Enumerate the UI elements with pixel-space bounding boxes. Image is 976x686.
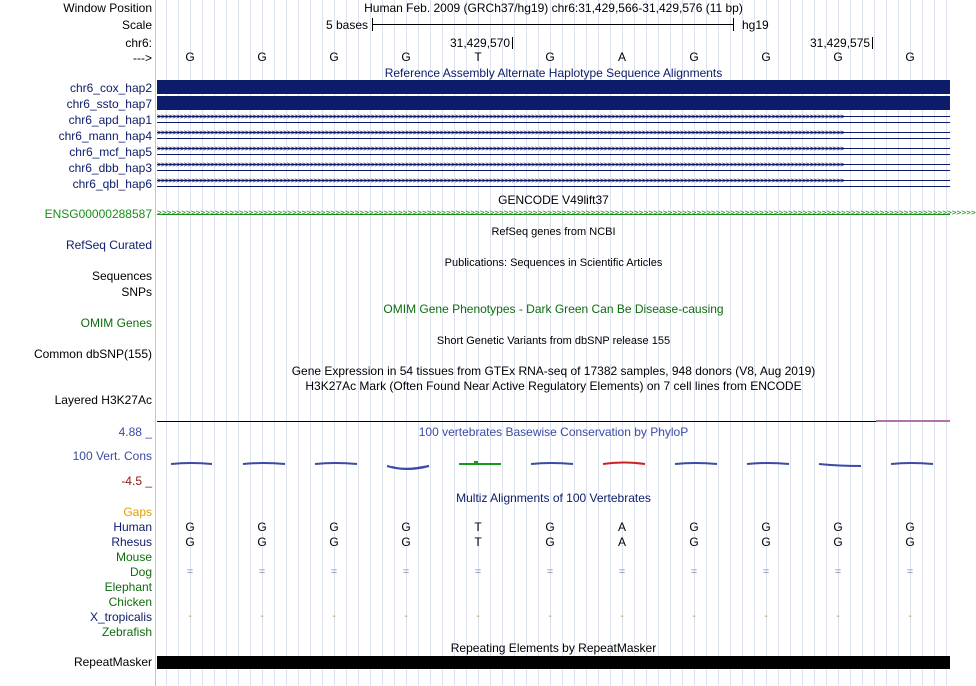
refseq-curated-label[interactable]: RefSeq Curated [65, 238, 152, 252]
aligned-base: T [474, 520, 482, 534]
aligned-base: G [329, 535, 339, 549]
strand-chevrons: >>>>>>>>>>>>>>>>>>>>>>>>>>>>>>>>>>>>>>>>>>>>>>>>>>>>>>>>>>>>>>>>>>>>>>>>>>>>>>>>>>>>>>>>>>>>>>>>>>>>>>>>>>>>>>>>>>>>>>>>>>>>>>>>>>>>>>>>>>>>>>>>>>>>>>>>>>>>>>>>>>>>>>>>>>>>>>>>>>>> [157, 128, 844, 137]
aligned-base: - [548, 611, 552, 622]
phylop-track-label[interactable]: 100 Vert. Cons [72, 449, 152, 463]
aligned-base: = [690, 566, 698, 578]
haplotype-label[interactable]: chr6_mcf_hap5 [69, 145, 152, 159]
label-column-divider [155, 0, 156, 686]
aligned-base: G [545, 535, 555, 549]
species-label[interactable]: X_tropicalis [89, 610, 152, 624]
species-label[interactable]: Elephant [104, 580, 152, 594]
snps-label[interactable]: SNPs [121, 285, 152, 299]
reference-base: G [401, 50, 411, 64]
aligned-base: = [474, 566, 482, 578]
haplotype-label[interactable]: chr6_dbb_hap3 [68, 161, 152, 175]
aligned-base: - [620, 611, 624, 622]
repeatmasker-track-title[interactable]: Repeating Elements by RepeatMasker [450, 641, 657, 655]
publications-track-title[interactable]: Publications: Sequences in Scientific Articles [444, 257, 663, 269]
haplotype-label[interactable]: chr6_cox_hap2 [69, 81, 152, 95]
strand-chevrons: >>>>>>>>>>>>>>>>>>>>>>>>>>>>>>>>>>>>>>>>>>>>>>>>>>>>>>>>>>>>>>>>>>>>>>>>>>>>>>>>>>>>>>>>>>>>>>>>>>>>>>>>>>>>>>>>>>>>>>>>>>>>>>>>>>>>>>>>>>>>>>>>>>>>>>>>>>>>>>>>>>>>>>>>>>>>>>>>>>>> [157, 160, 844, 169]
aligned-base: G [185, 520, 195, 534]
aligned-base: G [833, 520, 843, 534]
hap-alignment-line[interactable] [157, 176, 950, 187]
h3k27ac-baseline [157, 421, 950, 422]
common-dbsnp-label[interactable]: Common dbSNP(155) [33, 347, 152, 361]
omim-track-title[interactable]: OMIM Gene Phenotypes - Dark Green Can Be Disease-causing [383, 302, 724, 316]
omim-genes-label[interactable]: OMIM Genes [80, 316, 152, 330]
window-position-label: Window Position [63, 1, 152, 15]
gencode-track-title[interactable]: GENCODE V49lift37 [498, 193, 609, 207]
species-label[interactable]: Chicken [108, 595, 152, 609]
hap-bar-ssto[interactable] [157, 96, 950, 110]
species-label[interactable]: Zebrafish [101, 625, 152, 639]
aligned-base: G [905, 520, 915, 534]
aligned-base: G [401, 520, 411, 534]
coordinate-tick-2: 31,429,575 [810, 36, 873, 50]
alt-haplotype-track-title[interactable]: Reference Assembly Alternate Haplotype Sequence Alignments [384, 66, 723, 80]
aligned-base: - [836, 611, 840, 622]
refseq-track-title[interactable]: RefSeq genes from NCBI [491, 226, 616, 238]
coordinate-tick-1: 31,429,570 [450, 36, 513, 50]
hap-alignment-line[interactable] [157, 128, 950, 139]
aligned-base: = [762, 566, 770, 578]
aligned-base: - [404, 611, 408, 622]
species-label[interactable]: Dog [129, 565, 152, 579]
phylop-conservation-graph[interactable] [157, 455, 950, 475]
aligned-base: - [188, 611, 192, 622]
multiz-track-title[interactable]: Multiz Alignments of 100 Vertebrates [456, 491, 651, 505]
haplotype-label[interactable]: chr6_apd_hap1 [68, 113, 152, 127]
aligned-base: - [692, 611, 696, 622]
phylop-min-label: -4.5 _ [121, 474, 152, 488]
aligned-base: T [474, 535, 482, 549]
aligned-base: - [260, 611, 264, 622]
aligned-base: - [332, 611, 336, 622]
aligned-base: G [185, 535, 195, 549]
aligned-base: = [330, 566, 338, 578]
aligned-base: A [617, 535, 626, 549]
aligned-base: G [257, 535, 267, 549]
hap-bar-cox[interactable] [157, 80, 950, 94]
dbsnp-track-title[interactable]: Short Genetic Variants from dbSNP release 155 [436, 335, 671, 347]
aligned-base: = [906, 566, 914, 578]
gaps-label: Gaps [123, 505, 152, 519]
species-label[interactable]: Rhesus [111, 535, 152, 549]
h3k27ac-signal [876, 420, 950, 422]
haplotype-label[interactable]: chr6_qbl_hap6 [72, 177, 152, 191]
reference-base: G [689, 50, 699, 64]
gencode-gene-label[interactable]: ENSG00000288587 [44, 207, 152, 221]
h3k27ac-track-title[interactable]: H3K27Ac Mark (Often Found Near Active Regulatory Elements) on 7 cell lines from ENCODE [305, 379, 802, 393]
phylop-track-title[interactable]: 100 vertebrates Basewise Conservation by PhyloP [418, 425, 689, 439]
haplotype-label[interactable]: chr6_ssto_hap7 [66, 97, 152, 111]
layered-h3k27ac-label[interactable]: Layered H3K27Ac [54, 393, 152, 407]
assembly-position-text: Human Feb. 2009 (GRCh37/hg19) chr6:31,429,566-31,429,576 (11 bp) [364, 1, 743, 15]
aligned-base: G [689, 535, 699, 549]
aligned-base: G [257, 520, 267, 534]
repeatmasker-bar[interactable] [157, 656, 950, 669]
aligned-base: G [545, 520, 555, 534]
phylop-max-label: 4.88 _ [118, 425, 152, 439]
strand-chevrons: >>>>>>>>>>>>>>>>>>>>>>>>>>>>>>>>>>>>>>>>>>>>>>>>>>>>>>>>>>>>>>>>>>>>>>>>>>>>>>>>>>>>>>>>>>>>>>>>>>>>>>>>>>>>>>>>>>>>>>>>>>>>>>>>>>>>>>>>>>>>>>>>>>>>>>>>>>>>>>>>>>>>>>>>>>>>>>>>>>>> [157, 144, 844, 153]
aligned-base: = [834, 566, 842, 578]
species-label[interactable]: Mouse [115, 550, 152, 564]
aligned-base: = [402, 566, 410, 578]
reference-base: G [833, 50, 843, 64]
aligned-base: = [258, 566, 266, 578]
aligned-base: = [186, 566, 194, 578]
hap-alignment-line[interactable] [157, 160, 950, 171]
reference-base: G [185, 50, 195, 64]
reference-base: T [474, 50, 482, 64]
aligned-base: - [476, 611, 480, 622]
aligned-base: G [761, 535, 771, 549]
chrom-label: chr6: [125, 36, 152, 50]
species-label[interactable]: Human [113, 520, 152, 534]
strand-label: ---> [133, 51, 152, 65]
reference-base: G [329, 50, 339, 64]
strand-chevrons: >>>>>>>>>>>>>>>>>>>>>>>>>>>>>>>>>>>>>>>>>>>>>>>>>>>>>>>>>>>>>>>>>>>>>>>>>>>>>>>>>>>>>>>>>>>>>>>>>>>>>>>>>>>>>>>>>>>>>>>>>>>>>>>>>>>>>>>>>>>>>>>>>>>>>>>>>>>>>>>>>>>>>>>>>>>>>>>>>>>> [157, 176, 844, 185]
strand-chevrons: >>>>>>>>>>>>>>>>>>>>>>>>>>>>>>>>>>>>>>>>>>>>>>>>>>>>>>>>>>>>>>>>>>>>>>>>>>>>>>>>>>>>>>>>>>>>>>>>>>>>>>>>>>>>>>>>>>>>>>>>>>>>>>>>>>>>>>>>>>>>>>>>>>>>>>>>>>>>>>>>>>>>>>>>>>>>>>>>>>>> [157, 112, 844, 121]
aligned-base: G [833, 535, 843, 549]
aligned-base: = [618, 566, 626, 578]
aligned-base: G [905, 535, 915, 549]
scale-bar [372, 18, 734, 32]
haplotype-label[interactable]: chr6_mann_hap4 [58, 129, 152, 143]
reference-base: G [257, 50, 267, 64]
reference-base: G [761, 50, 771, 64]
scale-bases-text: 5 bases [325, 18, 368, 32]
aligned-base: A [617, 520, 626, 534]
reference-base: A [617, 50, 626, 64]
repeatmasker-label[interactable]: RepeatMasker [73, 655, 152, 669]
hap-alignment-line[interactable] [157, 112, 950, 123]
scale-db-label: hg19 [742, 18, 769, 32]
aligned-base: - [908, 611, 912, 622]
scale-label: Scale [121, 18, 152, 32]
aligned-base: G [401, 535, 411, 549]
aligned-base: G [329, 520, 339, 534]
reference-base: G [905, 50, 915, 64]
sequences-label[interactable]: Sequences [91, 269, 152, 283]
aligned-base: - [764, 611, 768, 622]
hap-alignment-line[interactable] [157, 144, 950, 155]
gtex-track-title[interactable]: Gene Expression in 54 tissues from GTEx RNA-seq of 17382 samples, 948 donors (V8, Aug 2019) [291, 364, 816, 378]
aligned-base: = [546, 566, 554, 578]
reference-base: G [545, 50, 555, 64]
aligned-base: G [761, 520, 771, 534]
aligned-base: G [689, 520, 699, 534]
gencode-gene-line[interactable]: >>>>>>>>>>>>>>>>>>>>>>>>>>>>>>>>>>>>>>>>>>>>>>>>>>>>>>>>>>>>>>>>>>>>>>>>>>>>>>>>>>>>>>>>>>>>>>>>>>>>>>>>>>>>>>>>>>>>>>>>>>>>>>>>>>>>>>>>>>>>>>>>>>>>>>>>>>>>>>>>>>>>>>>>>> [157, 208, 976, 217]
